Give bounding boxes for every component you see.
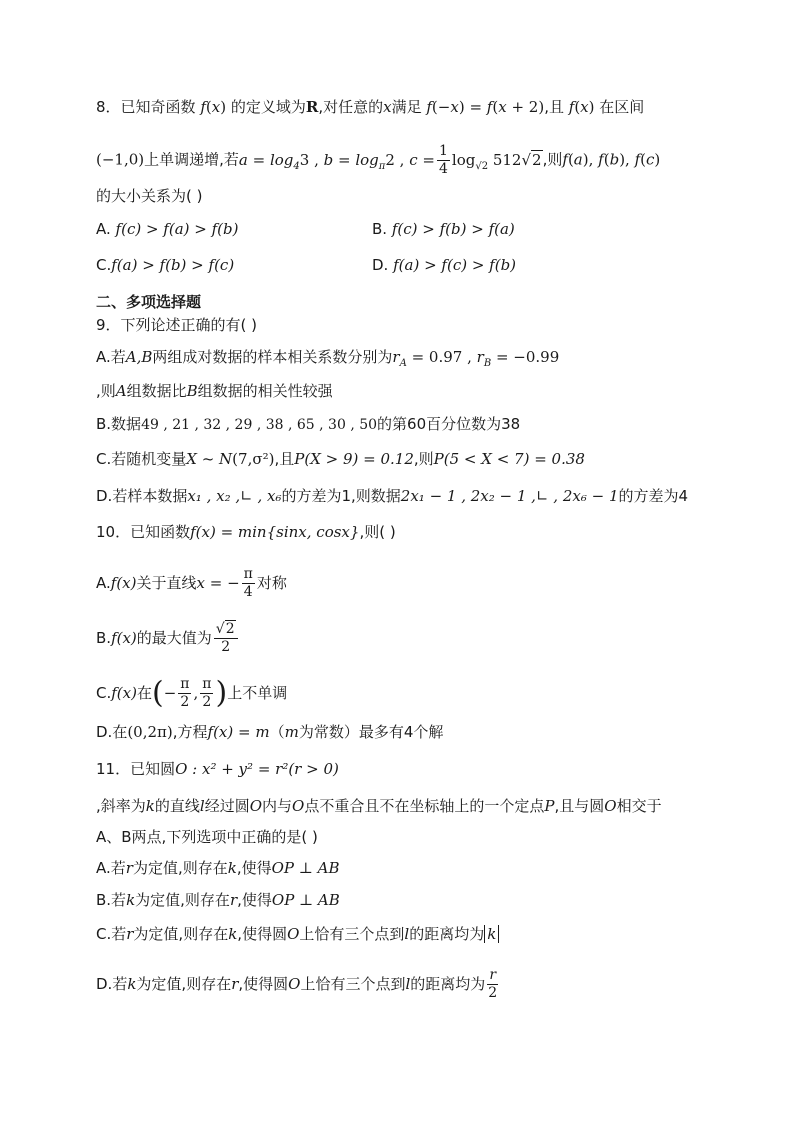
q8-options-row2	[96, 255, 234, 275]
text: 为定值,则存在	[136, 975, 232, 993]
text: 11．已知圆	[96, 760, 176, 778]
text: 点不重合且不在坐标轴上的一个定点	[304, 797, 545, 815]
text: B.若	[96, 891, 127, 909]
math-R: R	[305, 98, 319, 116]
text: 对称	[256, 574, 287, 592]
math-data: x₁ , x₂ ,∟ , x₆	[187, 487, 282, 505]
fraction	[214, 621, 238, 656]
text: 的直线	[154, 797, 200, 815]
text: 内与	[262, 797, 293, 815]
math-eq: f(x) = m	[207, 723, 270, 741]
option-B: f(c) > f(b) > f(a)	[391, 220, 515, 238]
numerator: π	[202, 676, 212, 692]
text: 3 ,	[299, 150, 324, 169]
text: ,斜率为	[96, 797, 146, 815]
math-O: O	[288, 975, 301, 993]
text: ,则	[96, 382, 116, 400]
sub: B	[483, 358, 492, 369]
sub: 4	[293, 160, 300, 172]
option-label: B.	[372, 220, 388, 238]
text: 2 ,	[385, 150, 410, 169]
q11-option-C	[96, 924, 499, 944]
text: 7,σ²	[238, 450, 269, 468]
math-interval: (−1,0)	[96, 150, 145, 169]
text: ,则( )	[359, 523, 396, 541]
text: D.在	[96, 723, 128, 741]
text: 组数据比	[126, 382, 187, 400]
math-f: f(x)	[111, 684, 137, 702]
math-m: m	[284, 723, 299, 741]
text: C.若随机变量	[96, 450, 187, 468]
text: C.	[96, 684, 112, 702]
option-A: f(c) > f(a) > f(b)	[115, 220, 239, 238]
text: r	[476, 348, 484, 366]
math-fabc: f(a), f(b), f(c)	[562, 150, 661, 169]
q9-option-A-line2	[96, 381, 333, 401]
math-l: l	[404, 925, 410, 943]
math-f: f(x)	[111, 629, 137, 647]
math-P: P	[544, 797, 555, 815]
math-circle: O : x² + y² = r²(r > 0)	[175, 760, 339, 778]
text: D.若样本数据	[96, 487, 188, 505]
q9-stem	[96, 315, 257, 335]
q11-line3	[96, 827, 318, 847]
math-O: O	[287, 925, 300, 943]
option-D: f(a) > f(c) > f(b)	[393, 256, 517, 274]
section-title-text: 二、多项选择题	[96, 293, 202, 311]
text: ,对任意的	[318, 98, 384, 116]
text: 相交于	[616, 797, 662, 815]
fraction	[200, 676, 213, 711]
text: 为定值,则存在	[132, 859, 228, 877]
math-k: k	[127, 975, 137, 993]
math-fx: f(x)	[195, 98, 227, 116]
denominator: 4	[438, 161, 448, 177]
numerator: r	[489, 967, 497, 983]
text: 上恰有三个点到	[300, 975, 406, 993]
math-b	[323, 150, 410, 172]
math-data: 2x₁ − 1 , 2x₂ − 1 ,∟ , 2x₆ − 1	[400, 487, 619, 505]
section-title	[96, 292, 201, 312]
math-k: k	[227, 859, 237, 877]
fraction	[242, 566, 255, 601]
text: ,则	[542, 150, 563, 169]
math-r: r	[125, 859, 133, 877]
text: 在	[136, 684, 152, 702]
math-AB: A,B	[125, 348, 153, 366]
math-interval: (0,2π)	[127, 723, 173, 741]
q8-line1	[96, 97, 644, 117]
text: 经过圆	[204, 797, 250, 815]
q10-stem	[96, 522, 396, 542]
text: 关于直线	[136, 574, 197, 592]
math-f: f(x) = min{sinx, cosx}	[190, 523, 360, 541]
text: = 0.97 ,	[406, 348, 477, 366]
math-perp: OP ⊥ AB	[271, 891, 340, 909]
math-c: c = $\frac{1}{4}$ $\log_{√2} 512√2$	[409, 143, 542, 177]
math-dist: X ~ N(7,σ²)	[186, 450, 275, 468]
math-data: 49 , 21 , 32 , 29 , 38 , 65 , 30 , 50	[141, 417, 378, 433]
text: 的定义域为	[230, 98, 306, 116]
q10-option-B	[96, 621, 240, 656]
q10-option-A	[96, 566, 287, 601]
math-O: O	[604, 797, 617, 815]
fraction	[437, 143, 450, 178]
math-x: x = −	[196, 574, 240, 592]
text: log	[451, 150, 476, 169]
sub: A	[399, 358, 407, 369]
math-k: k	[145, 797, 155, 815]
text: c =	[409, 150, 435, 169]
text: b = log	[323, 150, 379, 169]
math-k: k	[126, 891, 136, 909]
numerator: 1	[438, 143, 448, 159]
text: 的第60百分位数为38	[377, 415, 521, 433]
text: D.若	[96, 975, 128, 993]
sub: √2	[475, 160, 489, 172]
q9-option-C	[96, 449, 585, 469]
q8-option-B	[372, 219, 515, 239]
text: ,则	[413, 450, 434, 468]
denominator: 4	[243, 584, 253, 600]
q11-option-B	[96, 890, 340, 910]
math-a	[238, 150, 324, 172]
text: 满足	[391, 98, 422, 116]
math-r	[392, 348, 560, 369]
math-B: B	[186, 382, 198, 400]
option-C: f(a) > f(b) > f(c)	[111, 256, 235, 274]
numerator: π	[180, 676, 190, 692]
text: ,方程	[172, 723, 208, 741]
denominator: 2	[221, 639, 231, 655]
q10-option-D	[96, 722, 443, 742]
math-prob: P(X > 9) = 0.12	[294, 450, 414, 468]
text: （	[269, 723, 285, 741]
numerator: π	[243, 566, 253, 582]
math-x: x	[383, 98, 392, 116]
fraction	[178, 676, 191, 711]
text: ,使得	[237, 891, 272, 909]
q11-option-D	[96, 967, 500, 1002]
text: B.数据	[96, 415, 142, 433]
q8-line3	[96, 186, 202, 206]
text: A.	[96, 574, 111, 592]
fraction	[487, 967, 498, 1002]
denominator: 2	[488, 985, 498, 1001]
text: 为定值,则存在	[135, 891, 230, 909]
text: ,且	[274, 450, 295, 468]
left-paren: (	[151, 675, 164, 711]
math-r: r	[126, 925, 134, 943]
text: ,使得圆	[237, 925, 288, 943]
text: a = log	[238, 150, 294, 169]
q11-stem	[96, 759, 339, 779]
text: A、B两点,下列选项中正确的是( )	[96, 828, 318, 846]
text: 上不单调	[227, 684, 288, 702]
math-O: O	[292, 797, 305, 815]
text: A.若	[96, 859, 126, 877]
math-abs-k: k	[484, 925, 499, 943]
text: X ~ N	[186, 450, 233, 468]
text: 的最大值为	[136, 629, 212, 647]
denominator: 2	[180, 694, 190, 710]
text: 的方差为4	[618, 487, 689, 505]
text: ,使得圆	[238, 975, 289, 993]
math-r: r	[231, 975, 239, 993]
text: 的距离均为	[409, 925, 485, 943]
text: 两组成对数据的样本相关系数分别为	[152, 348, 393, 366]
text: 在区间	[599, 98, 645, 116]
q11-line2	[96, 796, 662, 816]
math-f: f(x)	[110, 574, 137, 592]
text: 上恰有三个点到	[299, 925, 405, 943]
math-odd-eq: f(−x) = f(x + 2)	[421, 98, 545, 116]
math-O: O	[249, 797, 263, 815]
sqrt-arg: 2	[532, 150, 542, 169]
text: 的方差为1,则数据	[281, 487, 401, 505]
text: 组数据的相关性较强	[197, 382, 333, 400]
text: ,且与圆	[554, 797, 605, 815]
math-r: r	[229, 891, 238, 909]
text: 8．已知奇函数	[96, 98, 196, 116]
text: 为常数）最多有4个解	[298, 723, 444, 741]
q9-option-D	[96, 486, 688, 506]
text: C.若	[96, 925, 127, 943]
math-l: l	[199, 797, 205, 815]
text: ,使得	[236, 859, 272, 877]
q8-option-D	[372, 255, 516, 275]
right-paren: )	[215, 675, 228, 711]
option-label: D.	[372, 256, 389, 274]
math-A: A	[115, 382, 127, 400]
sqrt-arg: 2	[225, 621, 235, 637]
text: 的大小关系为( )	[96, 187, 203, 205]
q11-option-A	[96, 858, 340, 878]
option-label: A.	[96, 220, 111, 238]
text: r	[392, 348, 400, 366]
q8-line2	[96, 143, 660, 178]
text: 10．已知函数	[96, 523, 191, 541]
math-l: l	[405, 975, 411, 993]
math-fx: f(x)	[563, 98, 595, 116]
math-prob: P(5 < X < 7) = 0.38	[433, 450, 585, 468]
text: A.若	[96, 348, 126, 366]
text: B.	[96, 629, 112, 647]
q9-option-B	[96, 414, 520, 435]
math-perp: OP ⊥ AB	[271, 859, 340, 877]
text: = −0.99	[491, 348, 560, 366]
denominator: 2	[202, 694, 212, 710]
text: 为定值,则存在	[133, 925, 229, 943]
math-k: k	[228, 925, 238, 943]
numerator: √2	[214, 621, 238, 639]
option-label: C.	[96, 256, 112, 274]
text: 512	[492, 150, 522, 169]
q8-options-row1	[96, 219, 238, 239]
q10-option-C: C.f(x)在(− $\frac{\pi}{2}$ , $\frac{\pi}{2}$ )上不单调	[96, 675, 288, 711]
text: 上单调递增,若	[144, 150, 239, 169]
sub: π	[378, 160, 386, 172]
text: 的距离均为	[410, 975, 486, 993]
text: ,且	[544, 98, 564, 116]
q9-option-A-line1	[96, 347, 559, 374]
text: 9．下列论述正确的有( )	[96, 316, 258, 334]
